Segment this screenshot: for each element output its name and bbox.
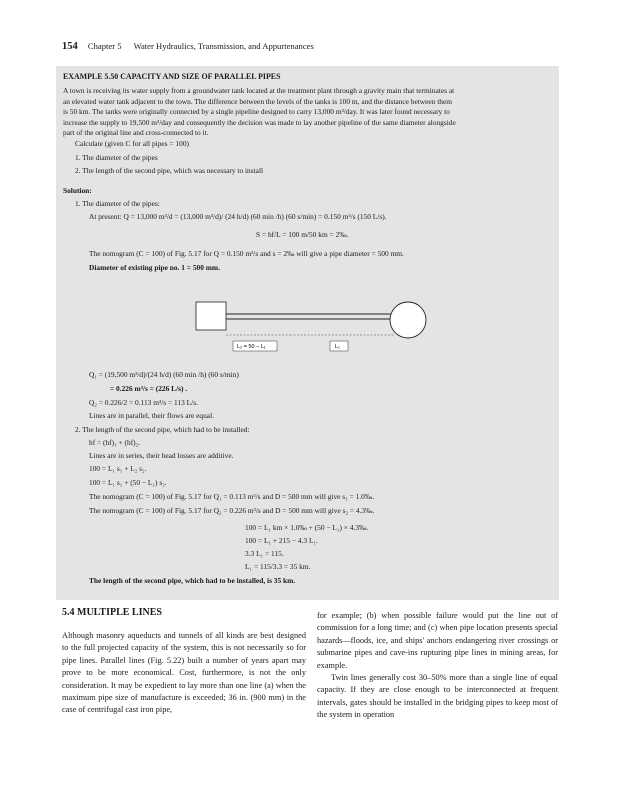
step-2-line: 100 = L₁ s₁ + (50 − L₁) s₂. — [89, 478, 167, 487]
calculate-line: Calculate (given C for all pipes = 100) — [75, 139, 189, 148]
flow-calc: Q₁ = (19,500 m³/d)/(24 h/d) (60 min /h) (60 s/min) — [89, 370, 239, 379]
step-1-result: Diameter of existing pipe no. 1 = 500 mm. — [89, 263, 220, 272]
problem-line: increase the supply to 19,500 m³/day and consequently the decision was made to lay another pipeline of the same diameter alongside — [63, 117, 456, 127]
right-column — [317, 610, 558, 722]
section-title: 5.4 MULTIPLE LINES — [62, 607, 162, 618]
problem-line: is 50 km. The tanks were originally connected by a single pipeline designed to carry 13,000 m³/day. It was later found necessary to — [63, 107, 450, 117]
step-2-calc: 100 = L₁ + 215 − 4.3 L₁. — [245, 536, 318, 545]
right-paragraph-1: for example; (b) when possible failure would put the line out of commission for a long time; and (c) when pipe location presents special hazards—floods, ice, and ships' anchors endangering river crossings or submarine pipes and cave-ins rupturing pipe lines in mining areas, for example. — [317, 611, 558, 670]
flow-calc: Q₂ = 0.226/2 = 0.113 m³/s = 113 L/s. — [89, 398, 198, 407]
elevated-tank — [390, 302, 426, 338]
left-paragraph: Although masonry aqueducts and tunnels of all kinds are best designed to the full projected capacity of the system, this is not necessarily so for pipe lines. Parallel lines (Fig. 5.22) built a number of years apart may prove to be more economical. Cost, furthermore, is not the only consideration. It may be expedient to lay more than one line (a) when the maximum pipe size of manufacture is exceeded; 36 in. (900 mm) in the case of centrifugal cast iron pipe, — [62, 631, 306, 715]
task-item: 2. The length of the second pipe, which was necessary to install — [75, 166, 264, 175]
chapter-label: Chapter 5 — [87, 41, 122, 51]
step-2-calc: 3.3 L₁ = 115. — [245, 549, 284, 558]
problem-line: A town is receiving its water supply from a groundwater tank located at the treatment plant through a gravity main that terminates at — [63, 86, 455, 95]
source-tank — [196, 302, 226, 330]
task-item: 1. The diameter of the pipes — [75, 153, 158, 162]
example-title: EXAMPLE 5.50 CAPACITY AND SIZE OF PARALLEL PIPES — [63, 72, 281, 81]
conclusion: The length of the second pipe, which had to be installed, is 35 km. — [89, 576, 296, 585]
parallel-pipes-figure — [180, 288, 450, 368]
step-2-line: The nomogram (C = 100) of Fig. 5.17 for Q₂ = 0.226 m³/s and D = 500 mm will give s₂ = 4.3‰. — [89, 506, 375, 515]
step-2-line: Lines are in series, their head losses are additive. — [89, 451, 234, 460]
left-column — [62, 630, 306, 717]
step-2-calc: 100 = L₁ km × 1.0‰ + (50 − L₁) × 4.3‰. — [245, 523, 369, 532]
step-2-line: The nomogram (C = 100) of Fig. 5.17 for Q₁ = 0.113 m³/s and D = 500 mm will give s₁ = 1.0‰. — [89, 492, 375, 501]
step-2-line: hf = (hf)₁ + (hf)₂. — [89, 438, 141, 447]
right-paragraph-2: Twin lines generally cost 30–50% more than a single line of equal capacity. If they are close enough to be interconnected at frequent intervals, gates should be installed in the bridging pipes to keep most of the system in operation — [317, 673, 558, 720]
solution-label: Solution: — [63, 186, 92, 195]
problem-line: an elevated water tank adjacent to the town. The difference between the levels of the tanks is 100 m, and the distance between them — [63, 96, 453, 106]
running-header — [62, 41, 314, 52]
step-2-line: 100 = L₁ s₁ + L₂ s₂. — [89, 464, 147, 473]
step-2-title: 2. The length of the second pipe, which had to be installed: — [75, 425, 250, 434]
page-number: 154 — [62, 41, 78, 52]
flow-calc: Lines are in parallel, their flows are equal. — [89, 411, 214, 420]
flow-calc: = 0.226 m³/s = (226 L/s) . — [110, 384, 188, 393]
chapter-title: Water Hydraulics, Transmission, and Appurtenances — [133, 41, 314, 51]
step-1-line: S = hf/L = 100 m/50 km = 2‰. — [256, 230, 349, 239]
step-2-calc: L₁ = 115/3.3 = 35 km. — [245, 562, 311, 571]
problem-line: part of the original line and cross-connected to it. — [63, 128, 209, 138]
step-1-line: The nomogram (C = 100) of Fig. 5.17 for Q = 0.150 m³/s and s = 2‰ will give a pipe diameter = 500 mm. — [89, 249, 404, 258]
label-l2: L₂ = 50 − L₁ — [237, 344, 266, 350]
step-1-line: At present: Q = 13,000 m³/d = (13,000 m³/d)/ (24 h/d) (60 min /h) (60 s/min) = 0.150 m³/s (150 L/s). — [89, 212, 387, 221]
step-1-title: 1. The diameter of the pipes: — [75, 199, 160, 208]
label-l1: L₁ — [335, 344, 340, 350]
